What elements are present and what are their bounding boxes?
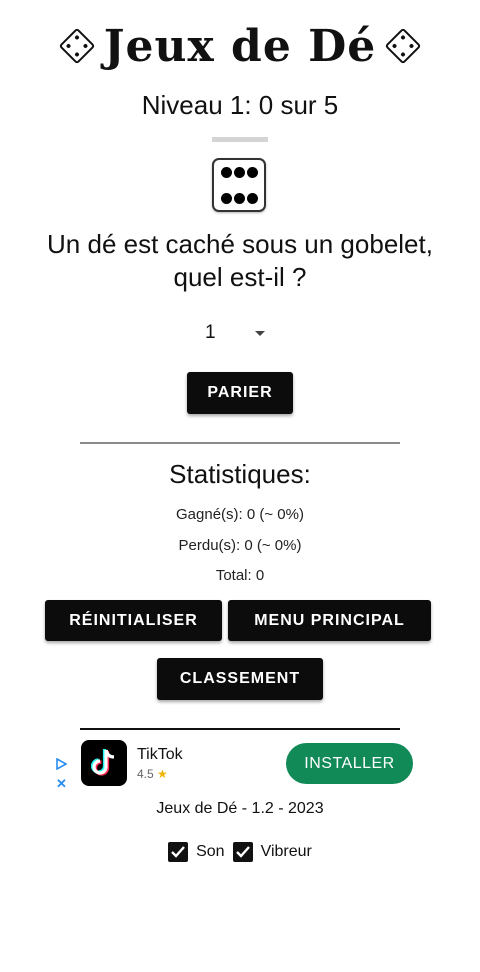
bet-button[interactable]: PARIER xyxy=(187,372,293,414)
stats-won: Gagné(s): 0 (~ 0%) xyxy=(176,506,304,523)
vibrate-label: Vibreur xyxy=(260,843,312,860)
install-button[interactable]: INSTALLER xyxy=(286,743,413,784)
star-icon: ★ xyxy=(157,767,168,781)
die-six-icon xyxy=(212,158,266,212)
title-row xyxy=(0,14,480,78)
version-text: Jeux de Dé - 1.2 - 2023 xyxy=(156,800,324,817)
ranking-button[interactable]: CLASSEMENT xyxy=(157,658,323,700)
check-icon xyxy=(233,842,253,862)
level-text: Niveau 1: 0 sur 5 xyxy=(141,90,339,120)
reset-button[interactable]: RÉINITIALISER xyxy=(45,600,222,641)
check-icon xyxy=(168,842,188,862)
question-line-1: Un dé est caché sous un gobelet, xyxy=(47,229,433,259)
stats-lost: Perdu(s): 0 (~ 0%) xyxy=(178,537,302,554)
vibrate-checkbox[interactable] xyxy=(233,842,253,862)
ad-choices-play-icon[interactable] xyxy=(55,758,67,770)
question-text xyxy=(0,228,480,294)
ad-app-name: TikTok xyxy=(137,746,183,763)
chevron-down-icon xyxy=(255,331,265,336)
divider-top xyxy=(80,442,400,444)
ad-rating-value: 4.5 xyxy=(137,767,154,781)
sound-checkbox[interactable] xyxy=(168,842,188,862)
tiktok-logo-icon xyxy=(81,740,127,786)
sound-label: Son xyxy=(196,843,225,860)
progress-bar xyxy=(212,137,268,142)
settings-checkboxes xyxy=(0,842,480,862)
ad-close-icon[interactable]: ✕ xyxy=(56,776,67,791)
stats-title: Statistiques: xyxy=(169,459,311,489)
app-title: Jeux de Dé xyxy=(103,20,377,72)
die-left-icon xyxy=(58,28,95,65)
die-value-select[interactable] xyxy=(195,318,275,348)
ad-rating xyxy=(137,767,168,781)
die-value-selected: 1 xyxy=(205,322,216,343)
question-line-2: quel est-il ? xyxy=(173,262,307,292)
ad-banner[interactable] xyxy=(55,740,425,792)
die-right-icon xyxy=(385,28,422,65)
divider-bottom xyxy=(80,728,400,730)
stats-total: Total: 0 xyxy=(215,567,265,584)
main-menu-button[interactable]: MENU PRINCIPAL xyxy=(228,600,431,641)
